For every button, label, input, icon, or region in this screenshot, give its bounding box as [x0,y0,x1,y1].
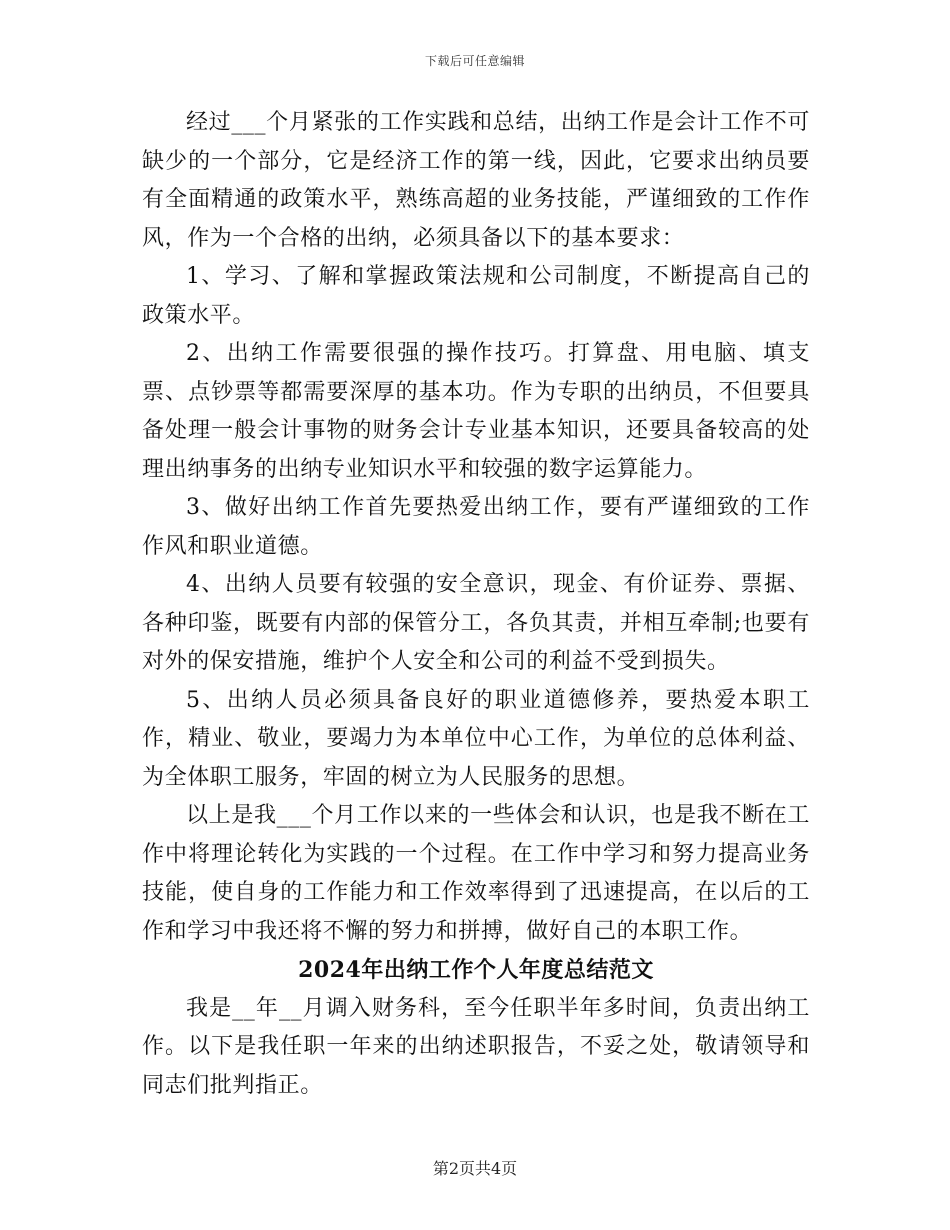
section-heading: 2024年出纳工作个人年度总结范文 [298,957,654,983]
body-paragraph-intro: 经过___个月紧张的工作实践和总结，出纳工作是会计工作不可缺少的一个部分，它是经济工作的第一线，因此，它要求出纳员要有全面精通的政策水平，熟练高超的业务技能，严谨细致的工作作风，作为一个合格的出纳，必须具备以下的基本要求： [142,110,810,251]
page-number: 第2页共4页 [432,1159,518,1178]
document-body [142,104,810,1105]
page-header: 下载后可任意编辑 [424,54,525,68]
body-paragraph-conclusion: 以上是我___个月工作以来的一些体会和认识，也是我不断在工作中将理论转化为实践的一个过程。在工作中学习和努力提高业务技能，使自身的工作能力和工作效率得到了迅速提高，在以后的工作和学习中我还将不懈的努力和拼搏，做好自己的本职工作。 [142,803,810,944]
body-paragraph-item-5: 5、出纳人员必须具备良好的职业道德修养，要热爱本职工作，精业、敬业，要竭力为本单位中心工作，为单位的总体利益、为全体职工服务，牢固的树立为人民服务的思想。 [142,687,810,790]
body-paragraph-item-3: 3、做好出纳工作首先要热爱出纳工作，要有严谨细致的工作作风和职业道德。 [142,495,810,559]
body-paragraph-item-4: 4、出纳人员要有较强的安全意识，现金、有价证券、票据、各种印鉴，既要有内部的保管分工，各负其责，并相互牵制;也要有对外的保安措施，维护个人安全和公司的利益不受到损失。 [142,572,810,674]
body-paragraph-item-2: 2、出纳工作需要很强的操作技巧。打算盘、用电脑、填支票、点钞票等都需要深厚的基本功。作为专职的出纳员，不但要具备处理一般会计事物的财务会计专业基本知识，还要具备较高的处理出纳事务的出纳专业知识水平和较强的数字运算能力。 [142,341,810,482]
body-paragraph-item-1: 1、学习、了解和掌握政策法规和公司制度，不断提高自己的政策水平。 [142,264,810,328]
body-paragraph-report-intro: 我是__年__月调入财务科，至今任职半年多时间，负责出纳工作。以下是我任职一年来的出纳述职报告，不妥之处，敬请领导和同志们批判指正。 [142,995,810,1098]
